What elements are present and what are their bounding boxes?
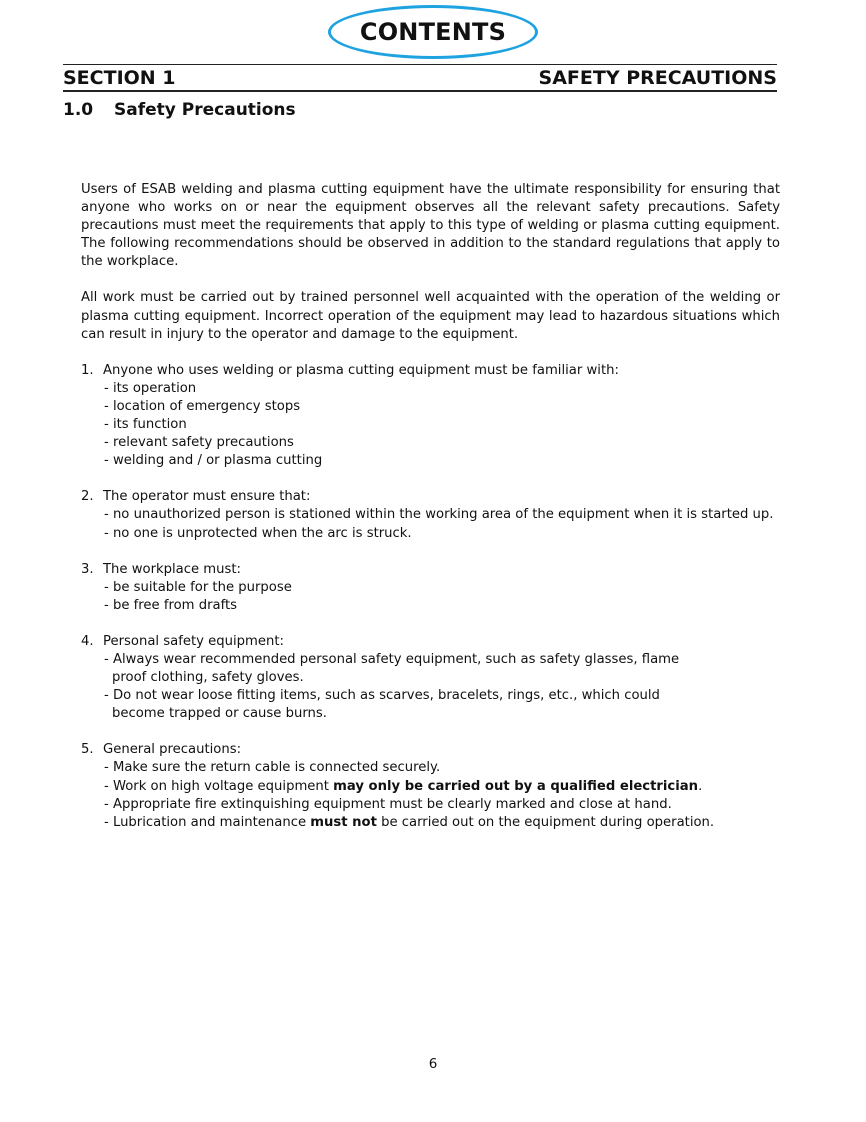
list-item-title: The operator must ensure that: bbox=[103, 489, 311, 505]
list-subitem: - Lubrication and maintenance must not be carried out on the equipment during operation. bbox=[104, 814, 715, 830]
list-item-number: 4. bbox=[81, 633, 94, 649]
list-subitem: - be free from drafts bbox=[104, 597, 238, 613]
list-subitem: - location of emergency stops bbox=[104, 398, 301, 414]
list-item bbox=[81, 741, 780, 831]
list-item-title: Anyone who uses welding or plasma cutting equipment must be familiar with: bbox=[103, 362, 619, 378]
list-item-number: 3. bbox=[81, 561, 94, 577]
list-subitem: - relevant safety precautions bbox=[104, 435, 294, 451]
list-subitem: - no unauthorized person is stationed within the working area of the equipment when it is started up. bbox=[104, 507, 774, 523]
list-item bbox=[81, 561, 780, 615]
page-heading bbox=[63, 99, 296, 121]
contents-button[interactable] bbox=[328, 5, 538, 59]
list-item bbox=[81, 633, 780, 723]
section-title: SAFETY PRECAUTIONS bbox=[538, 67, 777, 89]
list-subitem: - Work on high voltage equipment may only be carried out by a qualified electrician. bbox=[104, 778, 703, 794]
list-subitem: - Make sure the return cable is connected securely. bbox=[104, 760, 441, 776]
intro-paragraph: Users of ESAB welding and plasma cutting equipment have the ultimate responsibility for ensuring that anyone who works on or near the equipment observes all the relevant safety precautions. Safety precautions must meet the requirements that apply to this type of welding or plasma cutting equipment. The following recommendations should be observed in addition to the standard regulations that apply to the workplace. bbox=[81, 182, 780, 270]
list-item-number: 5. bbox=[81, 742, 94, 758]
document-body bbox=[81, 181, 780, 850]
list-item-number: 1. bbox=[81, 362, 94, 378]
page-number: 6 bbox=[428, 1056, 438, 1072]
list-subitem: - its function bbox=[104, 417, 187, 433]
heading-number: 1.0 bbox=[63, 100, 94, 120]
list-subitem: - its operation bbox=[104, 380, 197, 396]
list-subitem: - Appropriate fire extinquishing equipment must be clearly marked and close at hand. bbox=[104, 796, 672, 812]
list-subitem: - be suitable for the purpose bbox=[104, 579, 292, 595]
section-header bbox=[63, 64, 777, 92]
list-item-number: 2. bbox=[81, 489, 94, 505]
heading-title: Safety Precautions bbox=[114, 100, 296, 120]
training-paragraph: All work must be carried out by trained personnel well acquainted with the operation of the welding or plasma cutting equipment. Incorrect operation of the equipment may lead to hazardous situations which can result in injury to the operator and damage to the equipment. bbox=[81, 290, 780, 342]
list-subitem: - Do not wear loose fitting items, such as scarves, bracelets, rings, etc., which could become trapped or cause burns. bbox=[104, 688, 660, 722]
list-item-title: Personal safety equipment: bbox=[103, 633, 284, 649]
list-item-title: General precautions: bbox=[103, 742, 242, 758]
list-subitem: - Always wear recommended personal safety equipment, such as safety glasses, flame proof clothing, safety gloves. bbox=[104, 651, 680, 686]
contents-button-label: CONTENTS bbox=[359, 18, 507, 46]
list-item bbox=[81, 488, 780, 542]
list-item bbox=[81, 362, 780, 471]
bold-emphasis: must not bbox=[310, 814, 377, 830]
list-subitem: - no one is unprotected when the arc is struck. bbox=[104, 525, 412, 541]
bold-emphasis: may only be carried out by a qualified electrician bbox=[333, 778, 699, 794]
section-label: SECTION 1 bbox=[63, 67, 176, 89]
list-item-title: The workplace must: bbox=[103, 561, 241, 577]
list-subitem: - welding and / or plasma cutting bbox=[104, 453, 323, 469]
